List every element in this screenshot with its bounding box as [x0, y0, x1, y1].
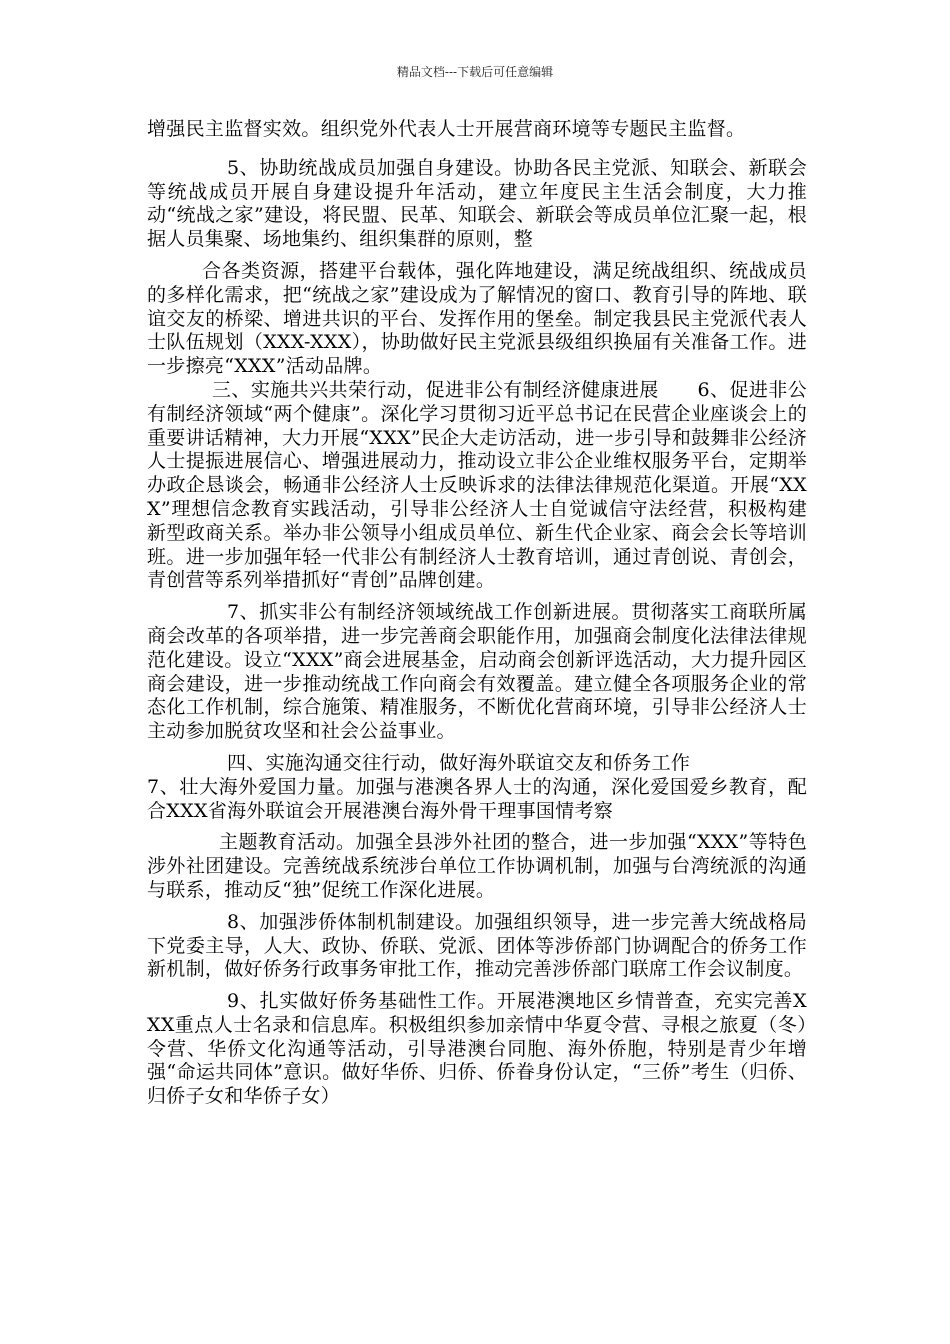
- page-header-watermark: 精品文档---下载后可任意编辑: [396, 65, 554, 79]
- section-heading-4: 四、实施沟通交往行动，做好海外联谊交友和侨务工作: [227, 751, 691, 774]
- paragraph-8: 8、加强涉侨体制机制建设。加强组织领导，进一步完善大统战格局下党委主导，人大、政协、侨联、党派、团体等涉侨部门协调配合的侨务工作新机制，做好侨务行政事务审批工作，推动完善涉侨部门联席工作会议制度。: [147, 910, 807, 981]
- document-body: [147, 118, 807, 1109]
- paragraph-3: 合各类资源，搭建平台载体，强化阵地建设，满足统战组织、统战成员的多样化需求，把“统战之家”建设成为了解情况的窗口、教育引导的阵地、联谊交友的桥梁、增进共识的平台、发挥作用的堡垒。制定我县民主党派代表人士队伍规划（XXX-XXX），协助做好民主党派县级组织换届有关准备工作。进一步擦亮“XXX”活动品牌。: [147, 259, 807, 378]
- paragraph-6: 7、壮大海外爱国力量。加强与港澳各界人士的沟通，深化爱国爱乡教育，配合XXX省海外联谊会开展港澳台海外骨干理事国情考察: [147, 775, 807, 822]
- paragraph-9: 9、扎实做好侨务基础性工作。开展港澳地区乡情普查，充实完善XXX重点人士名录和信息库。积极组织参加亲情中华夏令营、寻根之旅夏（冬）令营、华侨文化沟通等活动，引导港澳台同胞、海外侨胞，特别是青少年增强“命运共同体”意识。做好华侨、归侨、侨眷身份认定，“三侨”考生（归侨、归侨子女和华侨子女）: [147, 990, 807, 1108]
- paragraph-7: 主题教育活动。加强全县涉外社团的整合，进一步加强“XXX”等特色涉外社团建设。完善统战系统涉台单位工作协调机制，加强与台湾统派的沟通与联系，推动反“独”促统工作深化进展。: [147, 831, 807, 901]
- paragraph-4: 三、实施共兴共荣行动，促进非公有制经济健康进展 6、促进非公有制经济领域“两个健康”。深化学习贯彻习近平总书记在民营企业座谈会上的重要讲话精神，大力开展“XXX”民企大走访活动，进一步引导和鼓舞非公经济人士提振进展信心、增强进展动力，推动设立非公企业维权服务平台，定期举办政企恳谈会，畅通非公经济人士反映诉求的法律法律规范化渠道。开展“XXX”理想信念教育实践活动，引导非公经济人士自觉诚信守法经营，积极构建新型政商关系。举办非公领导小组成员单位、新生代企业家、商会会长等培训班。进一步加强年轻一代非公有制经济人士教育培训，通过青创说、青创会，青创营等系列举措抓好“青创”品牌创建。: [147, 378, 807, 592]
- paragraph-1: 增强民主监督实效。组织党外代表人士开展营商环境等专题民主监督。: [147, 118, 746, 140]
- paragraph-5: 7、抓实非公有制经济领域统战工作创新进展。贯彻落实工商联所属商会改革的各项举措，进一步完善商会职能作用，加强商会制度化法律法律规范化建设。设立“XXX”商会进展基金，启动商会创新评选活动，大力提升园区商会建设，进一步推动统战工作向商会有效覆盖。建立健全各项服务企业的常态化工作机制，综合施策、精准服务，不断优化营商环境，引导非公经济人士主动参加脱贫攻坚和社会公益事业。: [147, 601, 807, 743]
- paragraph-2: 5、协助统战成员加强自身建设。协助各民主党派、知联会、新联会等统战成员开展自身建设提升年活动，建立年度民主生活会制度，大力推动“统战之家”建设，将民盟、民革、知联会、新联会等成员单位汇聚一起，根据人员集聚、场地集约、组织集群的原则，整: [147, 156, 807, 251]
